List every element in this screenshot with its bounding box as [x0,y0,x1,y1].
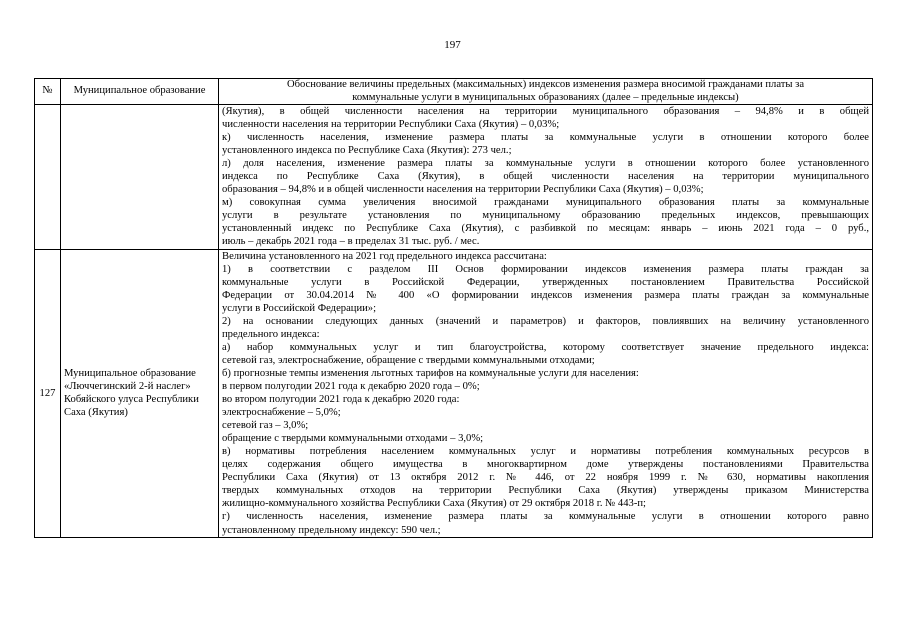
text-line: электроснабжение – 5,0%; [222,407,341,419]
text-line: численности населения на территории Республики Саха (Якутия) – 0,03%; [222,119,560,131]
text-line: июль – декабрь 2021 года – в пределах 31 тыс. руб. / мес. [222,236,480,248]
header-justification [219,79,873,105]
text-line: (Якутия), в общей численности населения на территории муниципального образования – 94,8% и в общей [222,106,869,117]
text-line: Величина установленного на 2021 год предельного индекса рассчитана: [222,250,547,262]
text-line: м) совокупная сумма увеличения вносимой гражданами муниципального образования платы за коммунальные [222,197,869,209]
text-line: б) прогнозные темпы изменения льготных тарифов на коммунальные услуги для населения: [222,367,639,379]
text-line: целях содержания общего имущества в многоквартирном доме утверждены постановлениями Правительства [222,459,869,471]
table-row [35,249,873,537]
header-justification-line: коммунальные услуги в муниципальных образованиях (далее – предельные индексы) [352,91,739,103]
text-line: Федерации от 30.04.2014 № 400 «О формировании индексов изменения размера платы граждан за коммунальные [222,289,869,301]
row-justification [219,105,873,250]
text-line: твердых коммунальных отходов на территории Республики Саха (Якутия) утверждены приказом Министерства [222,485,869,497]
text-line: к) численность населения, изменение размера платы за коммунальные услуги в отношении которого более [222,132,869,144]
text-line: г) численность населения, изменение размера платы за коммунальные услуги в отношении которого равно [222,511,869,523]
text-line: установленный индекс по Республике Саха (Якутия), с разбивкой по месяцам: январь – июнь 2021 года – 0 руб., [222,223,869,235]
row-number [35,105,61,250]
text-line: 2) на основании следующих данных (значений и параметров) и факторов, повлиявших на величину установленного [222,315,869,327]
text-line: услуги в Российской Федерации»; [222,302,377,314]
text-line: во втором полугодии 2021 года к декабрю 2020 года: [222,394,460,406]
text-line: образования – 94,8% и в общей численности населения на территории Республики Саха (Якутия) – 0,03%; [222,184,704,196]
text-line: в) нормативы потребления населением коммунальных услуг и нормативы потребления коммунальных ресурсов в [222,446,869,458]
text-line: индекса по Республике Саха (Якутия), в общей численности населения на территории муниципального [222,171,869,183]
text-line: л) доля населения, изменение размера платы за коммунальные услуги в отношении которого более установленного [222,158,869,170]
table-header-row [35,79,873,105]
row-number: 127 [35,249,61,537]
text-line: услуги в результате установления по муниципальному образованию предельных индексов, превышающих [222,210,869,222]
text-line: Республики Саха (Якутия) от 13 октября 2012 г. № 446, от 22 ноября 1999 г. № 630, нормативы накопления [222,472,869,484]
text-line: коммунальные услуги в Российской Федерации, утвержденных постановлением Правительства Российской [222,276,869,288]
text-line: жилищно-коммунального хозяйства Республики Саха (Якутия) от 29 октября 2018 г. № 443-п; [222,498,646,510]
table-row [35,105,873,250]
row-municipality [61,105,219,250]
text-line: сетевой газ, электроснабжение, обращение с твердыми коммунальными отходами; [222,354,595,366]
indices-table [34,78,873,538]
text-line: 1) в соответствии с разделом III Основ формировании индексов изменения размера платы граждан за [222,263,869,275]
text-line: сетевой газ – 3,0%; [222,420,309,432]
row-justification [219,249,873,537]
text-line: в первом полугодии 2021 года к декабрю 2020 года – 0%; [222,380,480,392]
header-number: № [35,79,61,105]
text-line: предельного индекса: [222,328,320,340]
text-line: установленного индекса по Республике Саха (Якутия): 273 чел.; [222,145,512,157]
header-justification-line: Обоснование величины предельных (максимальных) индексов изменения размера вносимой гражданами платы за [286,79,805,90]
text-line: а) набор коммунальных услуг и тип благоустройства, которому соответствует значение предельного индекса: [222,341,869,353]
row-municipality: Муниципальное образование «Люччегинский 2-й наслег» Кобяйского улуса Республики Саха (Якутия) [61,249,219,537]
page-number: 197 [444,39,461,51]
text-line: установленному предельному индексу: 590 чел.; [222,524,441,536]
header-municipality: Муниципальное образование [61,79,219,105]
text-line: обращение с твердыми коммунальными отходами – 3,0%; [222,433,484,445]
